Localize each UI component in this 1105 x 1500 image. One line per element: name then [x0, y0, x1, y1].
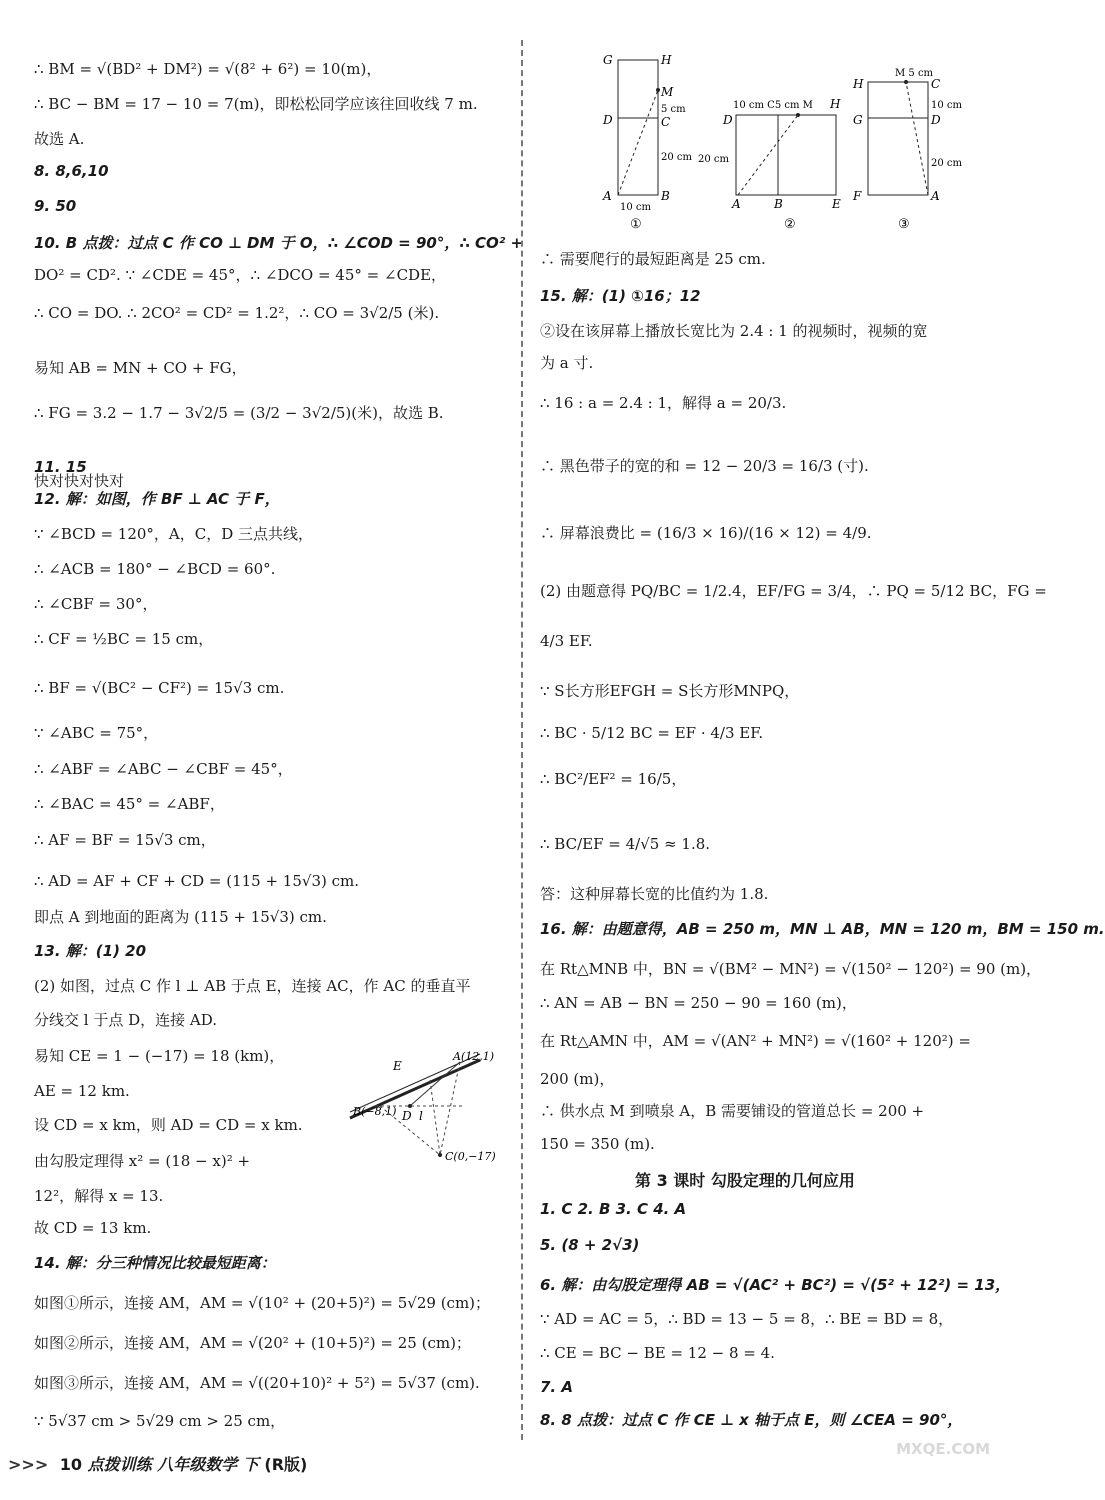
p3-d10: 10 cm — [931, 100, 962, 111]
right-text-line: ∴ 黑色带子的宽的和 = 12 − 20/3 = 16/3 (寸). — [540, 457, 869, 475]
left-text-line: ∵ ∠BCD = 120°，A，C，D 三点共线， — [34, 525, 314, 543]
left-text-line: ∴ BC − BM = 17 − 10 = 7(m)，即松松同学应该往回收线 7 m. — [34, 95, 478, 113]
p3-G: G — [853, 113, 863, 127]
left-text-line: ∴ CO = DO. ∴ 2CO² = CD² = 1.2²，∴ CO = 3√2/5 (米). — [34, 304, 440, 322]
fig13-label-D: D — [402, 1109, 412, 1123]
book-title: 点拨训练 — [87, 1455, 152, 1474]
right-text-line: ∴ AN = AB − BN = 250 − 90 = 160 (m)， — [540, 994, 857, 1012]
fig14-panel-1 — [602, 53, 693, 232]
page-footer — [8, 1452, 307, 1475]
left-text-line: 如图②所示，连接 AM，AM = √(20² + (10+5)²) = 25 (cm)； — [34, 1334, 471, 1352]
p1-G: G — [603, 53, 613, 67]
right-text-line: ∴ BC²/EF² = 16/5， — [540, 770, 687, 788]
p1-D: D — [603, 113, 613, 127]
right-text-line: ∴ 供水点 M 到喷泉 A，B 需要铺设的管道总长 = 200 + — [540, 1102, 925, 1120]
watermark: MXQE.COM — [896, 1440, 990, 1458]
right-text-line: 在 Rt△MNB 中，BN = √(BM² − MN²) = √(150² − 120²) = 90 (m)， — [540, 960, 1042, 978]
p2-D: D — [723, 113, 733, 127]
p1-A: A — [603, 189, 612, 203]
left-text-line: ∴ ∠CBF = 30°， — [34, 595, 158, 613]
p2-H: H — [830, 97, 841, 111]
p2-B: B — [774, 197, 783, 211]
left-text-line: 故 CD = 13 km. — [34, 1219, 152, 1237]
p2-E: E — [832, 197, 841, 211]
left-text-line: 如图①所示，连接 AM，AM = √(10² + (20+5)²) = 5√29 (cm)； — [34, 1294, 491, 1312]
left-text-line: ∴ ∠ACB = 180° − ∠BCD = 60°. — [34, 560, 276, 578]
fig13-label-C: C(0,−17) — [445, 1150, 496, 1163]
left-text-line: 即点 A 到地面的距离为 (115 + 15√3) cm. — [34, 908, 327, 926]
right-text-line: 7. A — [540, 1378, 573, 1396]
left-text-line: ∴ AD = AF + CF + CD = (115 + 15√3) cm. — [34, 872, 360, 890]
left-text-line: (2) 如图，过点 C 作 l ⊥ AB 于点 E，连接 AC，作 AC 的垂直平 — [34, 977, 471, 995]
left-text-line: ∴ FG = 3.2 − 1.7 − 3√2/5 = (3/2 − 3√2/5)(米)，故选 B. — [34, 404, 444, 422]
fig14-panel-3 — [852, 68, 963, 232]
left-text-line: 12²，解得 x = 13. — [34, 1187, 164, 1205]
right-text-line: 答：这种屏幕长宽的比值约为 1.8. — [540, 885, 769, 903]
left-text-line: 故选 A. — [34, 130, 85, 148]
p2-caption: ② — [784, 217, 796, 232]
right-text-line: ∴ 屏幕浪费比 = (16/3 × 16)/(16 × 12) = 4/9. — [540, 524, 872, 542]
left-text-line: 10. B 点拨：过点 C 作 CO ⊥ DM 于 O，∴ ∠COD = 90°，∴ CO² + — [34, 234, 524, 252]
left-text-line: AE = 12 km. — [34, 1082, 130, 1100]
right-text-line: 1. C 2. B 3. C 4. A — [540, 1200, 687, 1218]
p3-A: A — [931, 189, 940, 203]
right-text-line: ∴ 16 : a = 2.4 : 1，解得 a = 20/3. — [540, 394, 787, 412]
left-text-line: 由勾股定理得 x² = (18 − x)² + — [34, 1152, 251, 1170]
left-text-line: 9. 50 — [34, 197, 77, 215]
p1-d5: 5 cm — [661, 104, 686, 115]
p2-top: 10 cm C5 cm M — [733, 100, 813, 111]
book-edition: (R版) — [264, 1455, 308, 1474]
p1-C: C — [661, 115, 671, 129]
p3-F: F — [853, 189, 862, 203]
right-text-line: ∴ 需要爬行的最短距离是 25 cm. — [540, 250, 766, 268]
left-text-line: 13. 解：(1) 20 — [34, 942, 147, 960]
left-text-line: ∴ BM = √(BD² + DM²) = √(8² + 6²) = 10(m)， — [34, 60, 382, 78]
right-text-line: 200 (m)， — [540, 1070, 615, 1088]
left-text-line: ∵ ∠ABC = 75°， — [34, 724, 159, 742]
right-text-line: 4/3 EF. — [540, 632, 593, 650]
right-text-line: 150 = 350 (m). — [540, 1135, 655, 1153]
right-text-line: 8. 8 点拨：过点 C 作 CE ⊥ x 轴于点 E，则 ∠CEA = 90°， — [540, 1411, 963, 1429]
figure-14 — [598, 50, 978, 235]
left-text-line: ∴ CF = ½BC = 15 cm， — [34, 630, 214, 648]
left-text-line: DO² = CD². ∵ ∠CDE = 45°，∴ ∠DCO = 45° = ∠CDE， — [34, 266, 447, 284]
p1-d20: 20 cm — [661, 152, 692, 163]
right-text-line: 6. 解：由勾股定理得 AB = √(AC² + BC²) = √(5² + 12²) = 13， — [540, 1276, 1011, 1294]
book-grade: 八年级数学 下 — [157, 1455, 259, 1474]
right-text-line: ∴ CE = BC − BE = 12 − 8 = 4. — [540, 1344, 775, 1362]
p3-D: D — [931, 113, 941, 127]
p1-B: B — [661, 189, 670, 203]
p2-A: A — [732, 197, 741, 211]
column-divider — [521, 40, 523, 1440]
p1-d10: 10 cm — [620, 202, 651, 213]
p3-M5: M 5 cm — [895, 68, 934, 79]
right-text-line: ∵ S长方形EFGH = S长方形MNPQ， — [540, 682, 800, 700]
right-text-line: 16. 解：由题意得，AB = 250 m，MN ⊥ AB，MN = 120 m，BM = 150 m. — [540, 920, 1105, 938]
right-text-line: ②设在该屏幕上播放长宽比为 2.4 : 1 的视频时，视频的宽 — [540, 322, 928, 340]
footer-arrows: >>> — [8, 1455, 49, 1474]
p3-H: H — [853, 77, 864, 91]
left-text-line: 快对快对快对 — [34, 472, 125, 490]
left-text-line: 分线交 l 于点 D，连接 AD. — [34, 1011, 217, 1029]
figure-13 — [345, 1040, 515, 1170]
left-text-line: 11. 15 — [34, 458, 87, 476]
right-text-line: (2) 由题意得 PQ/BC = 1/2.4，EF/FG = 3/4，∴ PQ = 5/12 BC，FG = — [540, 582, 1047, 600]
left-text-line: ∴ ∠ABF = ∠ABC − ∠CBF = 45°， — [34, 760, 293, 778]
fig13-label-l: l — [419, 1109, 423, 1123]
fig13-label-B: B(−8,1) — [353, 1105, 397, 1118]
fig13-label-A: A(12,1) — [453, 1050, 495, 1063]
left-text-line: ∴ AF = BF = 15√3 cm， — [34, 831, 216, 849]
fig13-label-E: E — [393, 1059, 402, 1073]
right-text-line: 第 3 课时 勾股定理的几何应用 — [635, 1171, 855, 1190]
left-text-line: 14. 解：分三种情况比较最短距离： — [34, 1254, 276, 1272]
fig14-panel-2 — [698, 97, 841, 232]
p3-caption: ③ — [898, 217, 910, 232]
page-number: 10 — [59, 1455, 83, 1474]
right-text-line: 为 a 寸. — [540, 354, 594, 372]
left-text-line: 8. 8,6,10 — [34, 162, 109, 180]
right-text-line: ∴ BC/EF = 4/√5 ≈ 1.8. — [540, 835, 711, 853]
right-text-line: 15. 解：(1) ①16；12 — [540, 287, 701, 305]
right-text-line: ∵ AD = AC = 5，∴ BD = 13 − 5 = 8，∴ BE = BD = 8， — [540, 1310, 954, 1328]
left-text-line: 12. 解：如图，作 BF ⊥ AC 于 F， — [34, 490, 280, 508]
left-text-line: ∵ 5√37 cm > 5√29 cm > 25 cm， — [34, 1412, 286, 1430]
p1-M: M — [661, 85, 674, 99]
left-text-line: 设 CD = x km，则 AD = CD = x km. — [34, 1116, 303, 1134]
p1-H: H — [661, 53, 672, 67]
p2-d20: 20 cm — [698, 154, 729, 165]
left-text-line: ∴ ∠BAC = 45° = ∠ABF， — [34, 795, 225, 813]
p3-d20: 20 cm — [931, 158, 962, 169]
right-text-line: 5. (8 + 2√3) — [540, 1236, 640, 1254]
left-text-line: 易知 CE = 1 − (−17) = 18 (km)， — [34, 1047, 285, 1065]
left-text-line: ∴ BF = √(BC² − CF²) = 15√3 cm. — [34, 679, 285, 697]
left-text-line: 如图③所示，连接 AM，AM = √((20+10)² + 5²) = 5√37 (cm). — [34, 1374, 480, 1392]
p3-C: C — [931, 77, 941, 91]
p1-caption: ① — [630, 217, 642, 232]
right-text-line: 在 Rt△AMN 中，AM = √(AN² + MN²) = √(160² + 120²) = — [540, 1032, 971, 1050]
left-text-line: 易知 AB = MN + CO + FG， — [34, 359, 247, 377]
right-text-line: ∴ BC · 5/12 BC = EF · 4/3 EF. — [540, 724, 764, 742]
